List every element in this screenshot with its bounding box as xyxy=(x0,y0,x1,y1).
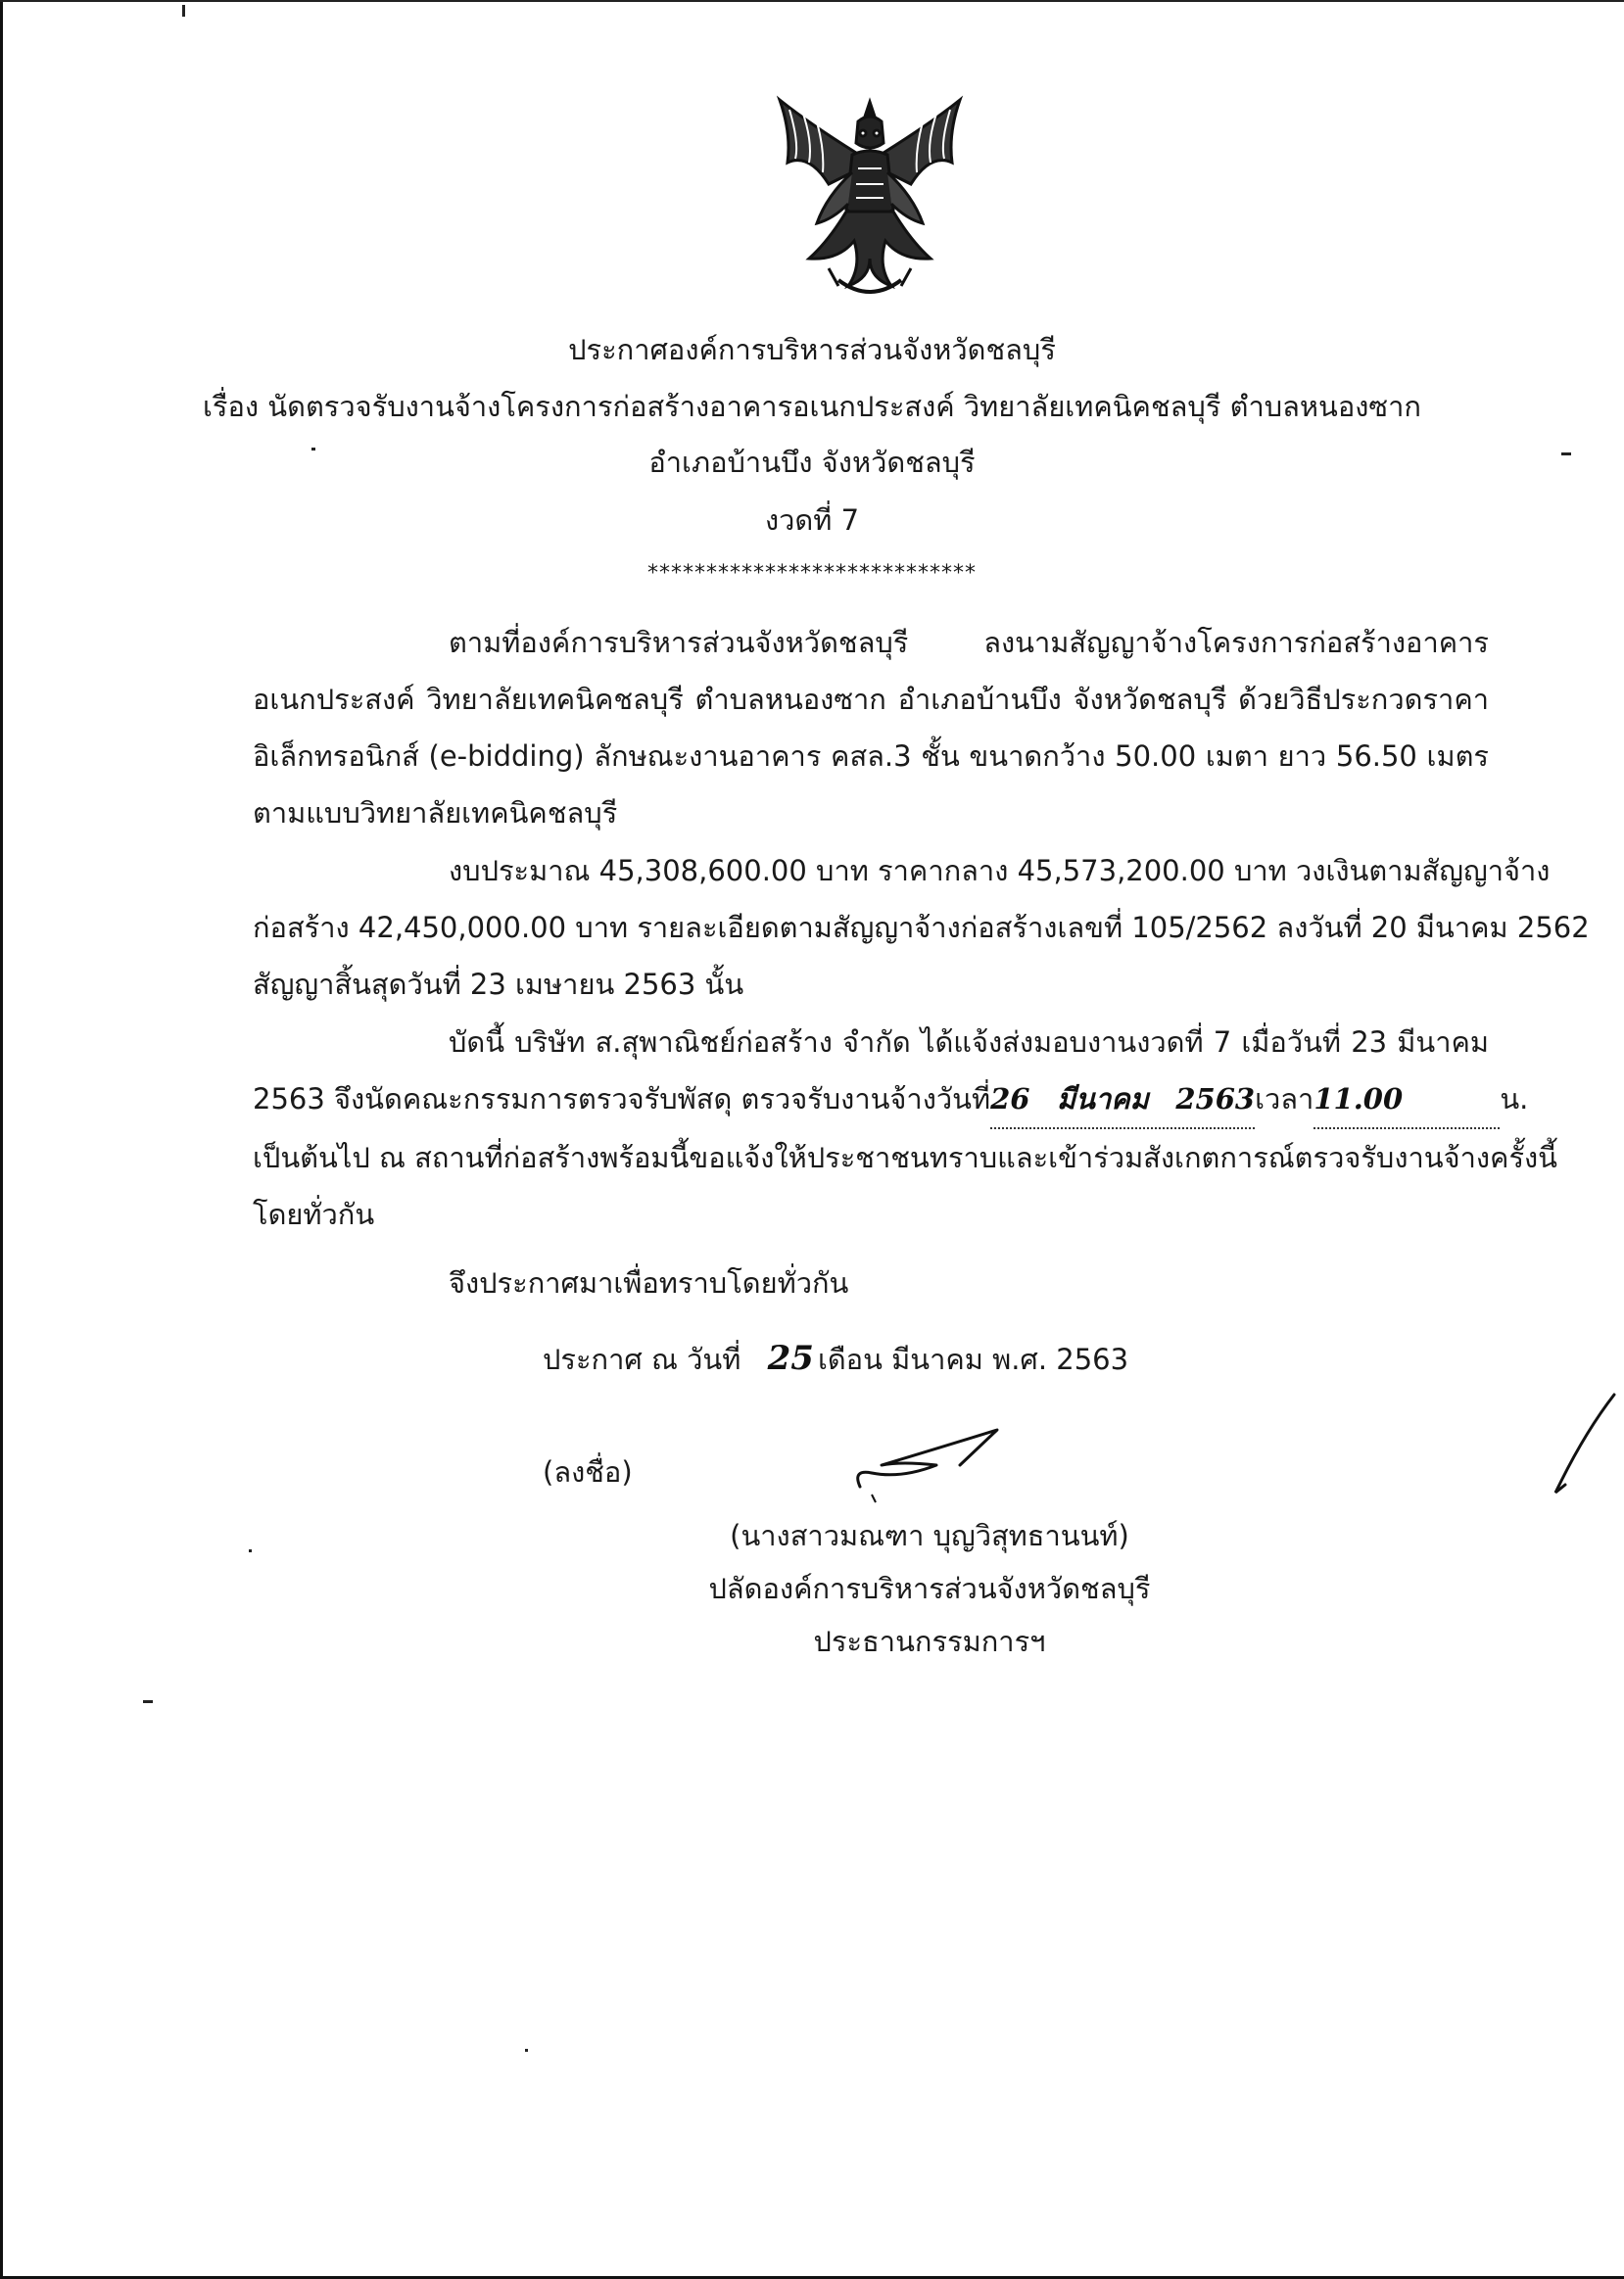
scan-speck xyxy=(143,1700,153,1703)
garuda-emblem-icon xyxy=(770,94,970,304)
announce-suffix: เดือน มีนาคม พ.ศ. 2563 xyxy=(817,1343,1129,1376)
paragraph-contract xyxy=(253,614,1489,841)
announce-prefix: ประกาศ ณ วันที่ xyxy=(543,1343,741,1376)
scan-speck xyxy=(525,2049,528,2052)
signer-name: (นางสาวมณฑา บุญวิสุทธานนท์) xyxy=(730,1519,1129,1552)
paragraph2-line2: ก่อสร้าง 42,450,000.00 บาท รายละเอียดตามสัญญาจ้างก่อสร้างเลขที่ 105/2562 ลงวันที่ 20 มีนาคม 2562 xyxy=(253,911,1590,944)
announcement-agency-title: ประกาศองค์การบริหารส่วนจังหวัดชลบุรี xyxy=(568,333,1056,366)
signer-role: ประธานกรรมการฯ xyxy=(813,1625,1046,1658)
paragraph2-line3: สัญญาสิ้นสุดวันที่ 23 เมษายน 2563 นั้น xyxy=(253,968,744,1001)
handwritten-signature-icon xyxy=(842,1401,1009,1508)
paragraph-budget xyxy=(253,842,1590,1013)
announce-date-line xyxy=(543,1339,1128,1379)
inspection-prefix: 2563 จึงนัดคณะกรรมการตรวจรับพัสดุ ตรวจรับงานจ้างวันที่ xyxy=(253,1082,991,1116)
scan-speck xyxy=(1561,452,1571,455)
closing-statement: จึงประกาศมาเพื่อทราบโดยทั่วกัน xyxy=(449,1266,849,1300)
paragraph3-line2 xyxy=(253,1070,1529,1129)
time-label: เวลา xyxy=(1255,1082,1314,1116)
inspection-time-handwritten: 11.00 xyxy=(1314,1082,1404,1116)
divider-stars: **************************** xyxy=(647,561,977,586)
paragraph1-line4: ตามแบบวิทยาลัยเทคนิคชลบุรี xyxy=(253,796,618,830)
scan-border-top xyxy=(0,0,1624,2)
signature-label: (ลงชื่อ) xyxy=(543,1455,633,1489)
subject-line-1: เรื่อง นัดตรวจรับงานจ้างโครงการก่อสร้างอาคารอเนกประสงค์ วิทยาลัยเทคนิคชลบุรี ตำบลหนองซาก xyxy=(203,390,1421,423)
scan-speck xyxy=(249,1549,252,1552)
scan-speck xyxy=(311,448,315,451)
period-label: งวดที่ 7 xyxy=(764,503,860,537)
subject-line-2: อำเภอบ้านบึง จังหวัดชลบุรี xyxy=(648,446,976,479)
paragraph-inspection xyxy=(253,1014,1558,1243)
paragraph1-line1: ตามที่องค์การบริหารส่วนจังหวัดชลบุรี ลงนามสัญญาจ้างโครงการก่อสร้างอาคาร xyxy=(449,626,1489,659)
paragraph1-line2: อเนกประสงค์ วิทยาลัยเทคนิคชลบุรี ตำบลหนองซาก อำเภอบ้านบึง จังหวัดชลบุรี ด้วยวิธีประกวดราคา xyxy=(253,683,1489,716)
paragraph3-line1: บัดนี้ บริษัท ส.สุพาณิชย์ก่อสร้าง จำกัด ได้แจ้งส่งมอบงานงวดที่ 7 เมื่อวันที่ 23 มีนาคม xyxy=(449,1025,1489,1059)
time-unit: น. xyxy=(1500,1082,1529,1116)
paragraph2-line1: งบประมาณ 45,308,600.00 บาท ราคากลาง 45,573,200.00 บาท วงเงินตามสัญญาจ้าง xyxy=(449,854,1551,887)
paragraph1-line3: อิเล็กทรอนิกส์ (e-bidding) ลักษณะงานอาคาร คสล.3 ชั้น ขนาดกว้าง 50.00 เมตา ยาว 56.50 เมตร xyxy=(253,739,1489,773)
scan-mark-stroke xyxy=(1548,1391,1616,1498)
paragraph3-line4: โดยทั่วกัน xyxy=(253,1198,375,1231)
paragraph3-line3: เป็นต้นไป ณ สถานที่ก่อสร้างพร้อมนี้ขอแจ้งให้ประชาชนทราบและเข้าร่วมสังเกตการณ์ตรวจรับงานจ้างครั้งนี้ xyxy=(253,1141,1558,1174)
announce-day-handwritten: 25 xyxy=(767,1339,814,1378)
scan-speck xyxy=(182,5,185,17)
signer-position: ปลัดองค์การบริหารส่วนจังหวัดชลบุรี xyxy=(708,1572,1151,1605)
inspection-date-handwritten: 26 มีนาคม 2563 xyxy=(990,1082,1256,1116)
